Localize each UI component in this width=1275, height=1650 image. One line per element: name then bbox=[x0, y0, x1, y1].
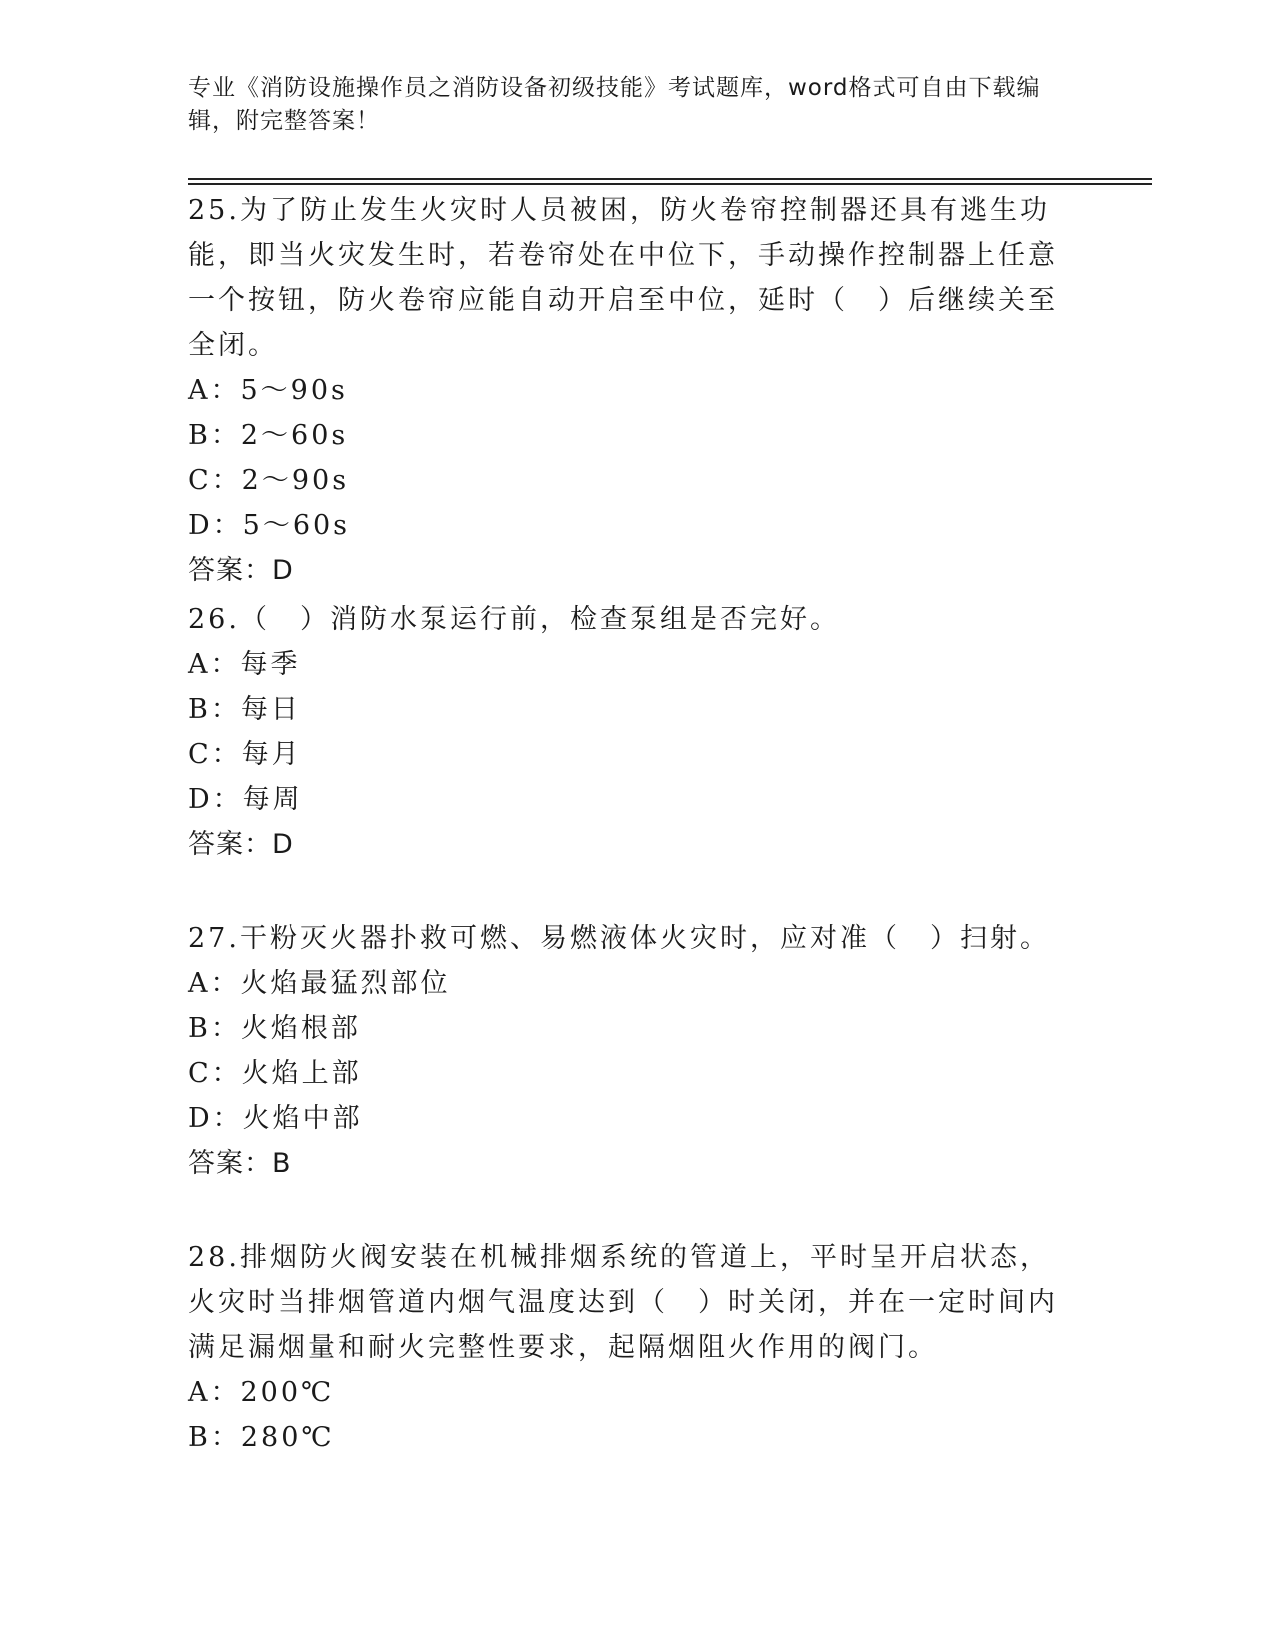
option-d: D：每周 bbox=[188, 784, 303, 815]
option-b: B：每日 bbox=[188, 694, 301, 725]
option-a: A：火焰最猛烈部位 bbox=[188, 968, 451, 999]
option-b: B：火焰根部 bbox=[188, 1013, 361, 1044]
option-c: C：2～90s bbox=[188, 465, 350, 496]
option-a: A：200℃ bbox=[188, 1377, 335, 1408]
option-a: A：5～90s bbox=[188, 375, 348, 406]
option-c: C：火焰上部 bbox=[188, 1058, 362, 1089]
answer: 答案：D bbox=[188, 555, 294, 586]
answer: 答案：D bbox=[188, 829, 294, 860]
question-stem: 25.为了防止发生火灾时人员被困，防火卷帘控制器还具有逃生功能，即当火灾发生时，若卷帘处在中位下，手动操作控制器上任意一个按钮，防火卷帘应能自动开启至中位，延时（ ）后继续关至全闭。 bbox=[188, 195, 1058, 361]
option-b: B：2～60s bbox=[188, 420, 349, 451]
header-divider-bottom bbox=[188, 183, 1152, 185]
answer: 答案：B bbox=[188, 1148, 292, 1179]
option-b: B：280℃ bbox=[188, 1422, 335, 1453]
header-divider-top bbox=[188, 178, 1152, 180]
option-c: C：每月 bbox=[188, 739, 302, 770]
question-stem: 28.排烟防火阀安装在机械排烟系统的管道上，平时呈开启状态，火灾时当排烟管道内烟气温度达到（ ）时关闭，并在一定时间内满足漏烟量和耐火完整性要求，起隔烟阻火作用的阀门。 bbox=[188, 1242, 1058, 1363]
question-27 bbox=[188, 916, 1068, 1186]
document-header: 专业《消防设施操作员之消防设备初级技能》考试题库，word格式可自由下载编辑，附完整答案！ bbox=[188, 75, 1041, 134]
question-25 bbox=[188, 188, 1068, 593]
question-28 bbox=[188, 1235, 1068, 1460]
question-stem: 27.干粉灭火器扑救可燃、易燃液体火灾时，应对准（ ）扫射。 bbox=[188, 923, 1050, 954]
question-26 bbox=[188, 597, 1068, 867]
option-d: D：5～60s bbox=[188, 510, 351, 541]
option-a: A：每季 bbox=[188, 649, 301, 680]
option-d: D：火焰中部 bbox=[188, 1103, 363, 1134]
question-stem: 26.（ ）消防水泵运行前，检查泵组是否完好。 bbox=[188, 604, 840, 635]
